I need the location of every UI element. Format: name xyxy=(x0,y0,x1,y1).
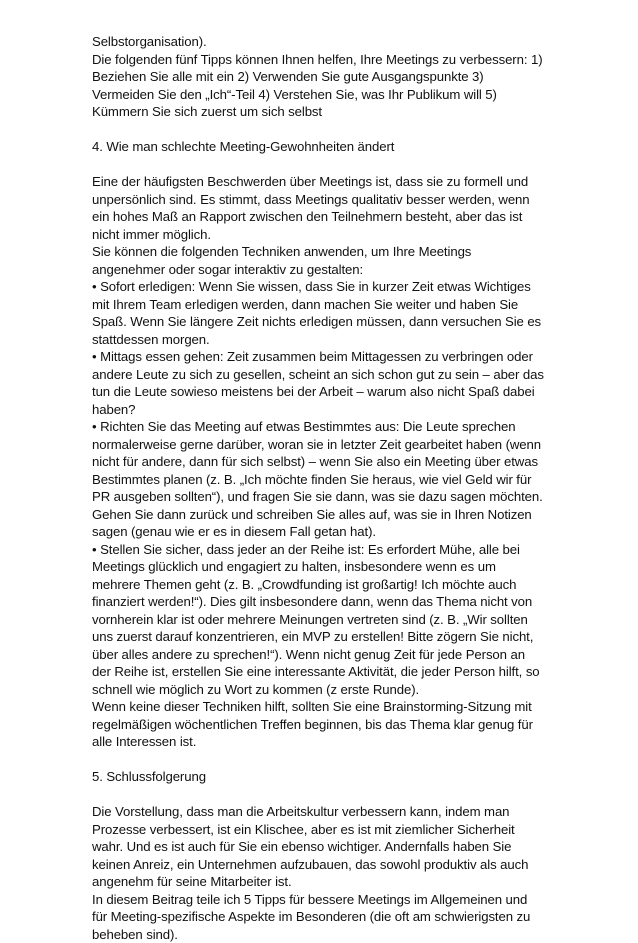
text-line: tun die Leute sowieso meistens bei der Arbeit – warum also nicht Spaß dabei xyxy=(92,383,552,401)
spacer xyxy=(92,156,552,174)
text-line: regelmäßigen wöchentlichen Treffen beginnen, bis das Thema klar genug für xyxy=(92,716,552,734)
text-line: ein hohes Maß an Rapport zwischen den Teilnehmern besteht, aber das ist xyxy=(92,208,552,226)
text-line: andere Leute zu sich zu gesellen, scheint an sich schon gut zu sein – aber das xyxy=(92,366,552,384)
document-page xyxy=(92,33,552,943)
text-line: normalerweise gerne darüber, woran sie in letzter Zeit gearbeitet haben (wenn xyxy=(92,436,552,454)
text-line: stattdessen morgen. xyxy=(92,331,552,349)
spacer xyxy=(92,751,552,769)
section-heading-4: 4. Wie man schlechte Meeting-Gewohnheiten ändert xyxy=(92,138,552,156)
spacer xyxy=(92,786,552,804)
text-line: alle Interessen ist. xyxy=(92,733,552,751)
text-line: Wenn keine dieser Techniken hilft, sollten Sie eine Brainstorming-Sitzung mit xyxy=(92,698,552,716)
text-line: Prozesse verbessert, ist ein Klischee, aber es ist mit ziemlicher Sicherheit xyxy=(92,821,552,839)
text-line: nicht immer möglich. xyxy=(92,226,552,244)
text-line: Bestimmtes planen (z. B. „Ich möchte finden Sie heraus, wie viel Geld wir für xyxy=(92,471,552,489)
text-line: Kümmern Sie sich zuerst um sich selbst xyxy=(92,103,552,121)
text-line: der Reihe ist, erstellen Sie eine interessante Aktivität, die jeder Person hilft, so xyxy=(92,663,552,681)
text-line: keinen Anreiz, ein Unternehmen aufzubauen, das sowohl produktiv als auch xyxy=(92,856,552,874)
text-line: Beziehen Sie alle mit ein 2) Verwenden Sie gute Ausgangspunkte 3) xyxy=(92,68,552,86)
text-line: Spaß. Wenn Sie längere Zeit nichts erledigen müssen, dann versuchen Sie es xyxy=(92,313,552,331)
text-line: Sie können die folgenden Techniken anwenden, um Ihre Meetings xyxy=(92,243,552,261)
text-line: Meetings glücklich und engagiert zu halten, insbesondere wenn es um xyxy=(92,558,552,576)
text-line: In diesem Beitrag teile ich 5 Tipps für bessere Meetings im Allgemeinen und xyxy=(92,891,552,909)
text-line: beheben sind). xyxy=(92,926,552,943)
text-line: PR ausgeben sollten“), und fragen Sie sie dann, was sie dazu sagen möchten. xyxy=(92,488,552,506)
text-line: schnell wie möglich zu Wort zu kommen (z erste Runde). xyxy=(92,681,552,699)
text-line: sagen (genau wie er es in diesem Fall getan hat). xyxy=(92,523,552,541)
text-line: über alles andere zu sprechen!“). Wenn nicht genug Zeit für jede Person an xyxy=(92,646,552,664)
section-4-body xyxy=(92,173,552,751)
bullet-line: • Mittags essen gehen: Zeit zusammen beim Mittagessen zu verbringen oder xyxy=(92,348,552,366)
bullet-line: • Richten Sie das Meeting auf etwas Bestimmtes aus: Die Leute sprechen xyxy=(92,418,552,436)
bullet-line: • Stellen Sie sicher, dass jeder an der Reihe ist: Es erfordert Mühe, alle bei xyxy=(92,541,552,559)
text-line: angenehmer oder sogar interaktiv zu gestalten: xyxy=(92,261,552,279)
text-line: uns zuerst darauf konzentrieren, ein MVP zu erstellen! Bitte zögern Sie nicht, xyxy=(92,628,552,646)
text-line: Die Vorstellung, dass man die Arbeitskultur verbessern kann, indem man xyxy=(92,803,552,821)
text-line: für Meeting-spezifische Aspekte im Besonderen (die oft am schwierigsten zu xyxy=(92,908,552,926)
section-heading-5: 5. Schlussfolgerung xyxy=(92,768,552,786)
text-line: mit Ihrem Team erledigen werden, dann machen Sie weiter und haben Sie xyxy=(92,296,552,314)
text-line: wahr. Und es ist auch für Sie ein ebenso wichtiger. Andernfalls haben Sie xyxy=(92,838,552,856)
text-line: Vermeiden Sie den „Ich“-Teil 4) Verstehen Sie, was Ihr Publikum will 5) xyxy=(92,86,552,104)
intro-paragraph xyxy=(92,33,552,121)
bullet-line: • Sofort erledigen: Wenn Sie wissen, dass Sie in kurzer Zeit etwas Wichtiges xyxy=(92,278,552,296)
section-5-body xyxy=(92,803,552,943)
text-line: mehrere Themen geht (z. B. „Crowdfunding ist großartig! Ich möchte auch xyxy=(92,576,552,594)
text-line: Selbstorganisation). xyxy=(92,33,552,51)
text-line: haben? xyxy=(92,401,552,419)
text-line: Die folgenden fünf Tipps können Ihnen helfen, Ihre Meetings zu verbessern: 1) xyxy=(92,51,552,69)
text-line: Eine der häufigsten Beschwerden über Meetings ist, dass sie zu formell und xyxy=(92,173,552,191)
text-line: vornherein klar ist oder mehrere Meinungen vertreten sind (z. B. „Wir sollten xyxy=(92,611,552,629)
spacer xyxy=(92,121,552,139)
text-line: unpersönlich sind. Es stimmt, dass Meetings qualitativ besser werden, wenn xyxy=(92,191,552,209)
text-line: Gehen Sie dann zurück und schreiben Sie alles auf, was sie in Ihren Notizen xyxy=(92,506,552,524)
text-line: nicht für andere, dann für sich selbst) – wenn Sie also ein Meeting über etwas xyxy=(92,453,552,471)
text-line: angenehm für seine Mitarbeiter ist. xyxy=(92,873,552,891)
text-line: finanziert werden!“). Dies gilt insbesondere dann, wenn das Thema nicht von xyxy=(92,593,552,611)
